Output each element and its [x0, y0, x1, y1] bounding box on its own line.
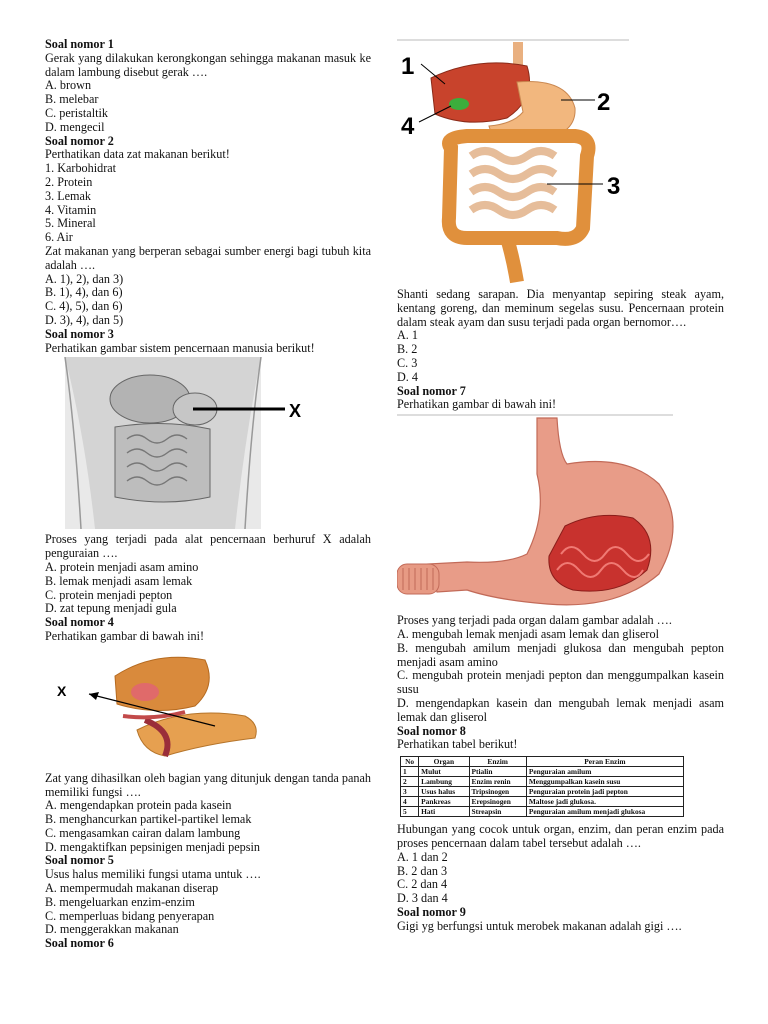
q7-text: Proses yang terjadi pada organ dalam gambar adalah …. [397, 613, 672, 628]
stomach-illustration [397, 414, 724, 610]
digestive-system-figure [45, 357, 371, 529]
table-cell: Usus halus [419, 787, 469, 797]
stomach-figure [397, 414, 724, 610]
q2-option-c: C. 4), 5), dan 6) [45, 299, 123, 314]
torso-illustration [45, 357, 371, 529]
q6-organ-label-2: 2 [597, 89, 611, 116]
q2-item-4: 4. Vitamin [45, 202, 97, 217]
q4-heading: Soal nomor 4 [45, 615, 114, 630]
q8-heading: Soal nomor 8 [397, 723, 466, 738]
q8-option-c: C. 2 dan 4 [397, 877, 448, 892]
table-cell: 4 [401, 797, 419, 807]
table-cell: Pankreas [419, 797, 469, 807]
q7-option-b: B. mengubah amilum menjadi glukosa dan mengubah pepton menjadi asam amino [397, 640, 724, 669]
table-header-cell: Peran Enzim [526, 757, 683, 767]
q7-option-d: D. mengendapkan kasein dan mengubah lemak menjadi asam lemak dan gliserol [397, 695, 724, 724]
q1-option-c: C. peristaltik [45, 105, 108, 120]
q6-option-c: C. 3 [397, 355, 418, 370]
table-cell: Enzim renin [469, 777, 526, 787]
q7-heading: Soal nomor 7 [397, 383, 466, 398]
q9-text: Gigi yg berfungsi untuk merobek makanan adalah gigi …. [397, 918, 682, 933]
q6-organ-label-3: 3 [607, 173, 621, 200]
q2-item-5: 5. Mineral [45, 216, 96, 231]
q5-option-a: A. mempermudah makanan diserap [45, 881, 219, 896]
q8-option-a: A. 1 dan 2 [397, 849, 448, 864]
table-cell: Menggumpalkan kasein susu [526, 777, 683, 787]
table-cell: Maltose jadi glukosa. [526, 797, 683, 807]
q8-text: Hubungan yang cocok untuk organ, enzim, dan peran enzim pada proses pencernaan dalam tabel tersebut adalah …. [397, 822, 724, 850]
table-cell: Penguraian amilum [526, 767, 683, 777]
q2-option-d: D. 3), 4), dan 5) [45, 312, 124, 327]
table-cell: 1 [401, 767, 419, 777]
q4-text: Zat yang dihasilkan oleh bagian yang ditunjuk dengan tanda panah memiliki fungsi …. [45, 770, 371, 799]
table-cell: Streapsin [469, 807, 526, 817]
table-row [401, 777, 684, 787]
table-header-cell: No [401, 757, 419, 767]
q7-option-c: C. mengubah protein menjadi pepton dan menggumpalkan kasein susu [397, 668, 724, 697]
q8-option-d: D. 3 dan 4 [397, 891, 448, 906]
q5-heading: Soal nomor 5 [45, 853, 114, 868]
q5-text: Usus halus memiliki fungsi utama untuk …. [45, 867, 261, 882]
table-cell: Tripsinogen [469, 787, 526, 797]
table-cell: Lambung [419, 777, 469, 787]
table-row [401, 767, 684, 777]
table-header-row [401, 757, 684, 767]
q6-option-d: D. 4 [397, 369, 418, 384]
q3-option-a: A. protein menjadi asam amino [45, 559, 199, 574]
table-cell: Penguraian protein jadi pepton [526, 787, 683, 797]
table-cell: 5 [401, 807, 419, 817]
q1-option-b: B. melebar [45, 92, 99, 107]
q6-text: Shanti sedang sarapan. Dia menyantap sepiring steak ayam, kentang goreng, dan meminum segelas susu. Pencernaan protein dalam steak ayam dan susu terjadi pada organ bernomor…. [397, 287, 724, 329]
q5-option-c: C. memperluas bidang penyerapan [45, 908, 215, 923]
q1-text: Gerak yang dilakukan kerongkongan sehingga makanan masuk ke dalam lambung disebut gerak …. [45, 50, 371, 79]
q6-organ-label-1: 1 [401, 53, 415, 80]
table-cell: Penguraian amilum menjadi glukosa [526, 807, 683, 817]
q4-option-c: C. mengasamkan cairan dalam lambung [45, 825, 241, 840]
q4-option-d: D. mengaktifkan pepsinigen menjadi pepsin [45, 839, 260, 854]
table-cell: Ptialin [469, 767, 526, 777]
q2-item-6: 6. Air [45, 230, 73, 245]
q2-option-a: A. 1), 2), dan 3) [45, 271, 124, 286]
q2-item-3: 3. Lemak [45, 188, 92, 203]
liver-pancreas-figure [45, 646, 371, 768]
q4-option-a: A. mengendapkan protein pada kasein [45, 798, 232, 813]
q6-option-b: B. 2 [397, 342, 418, 357]
right-column [397, 38, 724, 934]
q1-option-a: A. brown [45, 78, 92, 93]
q2-text: Zat makanan yang berperan sebagai sumber energi bagi tubuh kita adalah …. [45, 243, 371, 272]
q6-heading: Soal nomor 6 [45, 936, 114, 951]
q3-intro: Perhatikan gambar sistem pencernaan manusia berikut! [45, 340, 315, 355]
q9-heading: Soal nomor 9 [397, 904, 466, 919]
q3-heading: Soal nomor 3 [45, 326, 114, 341]
table-cell: Mulut [419, 767, 469, 777]
q1-heading: Soal nomor 1 [45, 37, 114, 51]
q6-organ-label-4: 4 [401, 113, 415, 140]
q4-figure-label-x: X [57, 682, 67, 699]
q7-option-a: A. mengubah lemak menjadi asam lemak dan gliserol [397, 626, 659, 641]
table-row [401, 807, 684, 817]
q2-intro: Perthatikan data zat makanan berikut! [45, 147, 230, 162]
q5-option-b: B. mengeluarkan enzim-enzim [45, 894, 195, 909]
q3-option-b: B. lemak menjadi asam lemak [45, 573, 193, 588]
q5-option-d: D. menggerakkan makanan [45, 922, 179, 937]
q2-option-b: B. 1), 4), dan 6) [45, 285, 123, 300]
q8-intro: Perhatikan tabel berikut! [397, 737, 518, 752]
table-header-cell: Enzim [469, 757, 526, 767]
q3-option-c: C. protein menjadi pepton [45, 587, 173, 602]
pancreas-illustration [45, 646, 371, 768]
q7-intro: Perhatikan gambar di bawah ini! [397, 397, 557, 412]
q2-heading: Soal nomor 2 [45, 133, 114, 148]
table-cell: 3 [401, 787, 419, 797]
table-row [401, 787, 684, 797]
digestive-organs-figure [397, 38, 724, 284]
table-row [401, 797, 684, 807]
q3-text: Proses yang terjadi pada alat pencernaan berhuruf X adalah penguraian …. [45, 532, 371, 561]
table-cell: 2 [401, 777, 419, 787]
q3-figure-label-x: X [289, 401, 302, 422]
table-header-cell: Organ [419, 757, 469, 767]
q8-option-b: B. 2 dan 3 [397, 863, 448, 878]
q4-option-b: B. menghancurkan partikel-partikel lemak [45, 812, 252, 827]
left-column [45, 38, 371, 951]
q2-item-2: 2. Protein [45, 174, 93, 189]
q2-item-1: 1. Karbohidrat [45, 161, 117, 176]
q3-option-d: D. zat tepung menjadi gula [45, 601, 177, 616]
q1-option-d: D. mengecil [45, 119, 105, 134]
numbered-organs-illustration [397, 38, 724, 284]
q4-intro: Perhatikan gambar di bawah ini! [45, 628, 205, 643]
table-cell: Hati [419, 807, 469, 817]
table-cell: Erepsinogen [469, 797, 526, 807]
enzyme-table [400, 756, 684, 817]
q6-option-a: A. 1 [397, 328, 418, 343]
